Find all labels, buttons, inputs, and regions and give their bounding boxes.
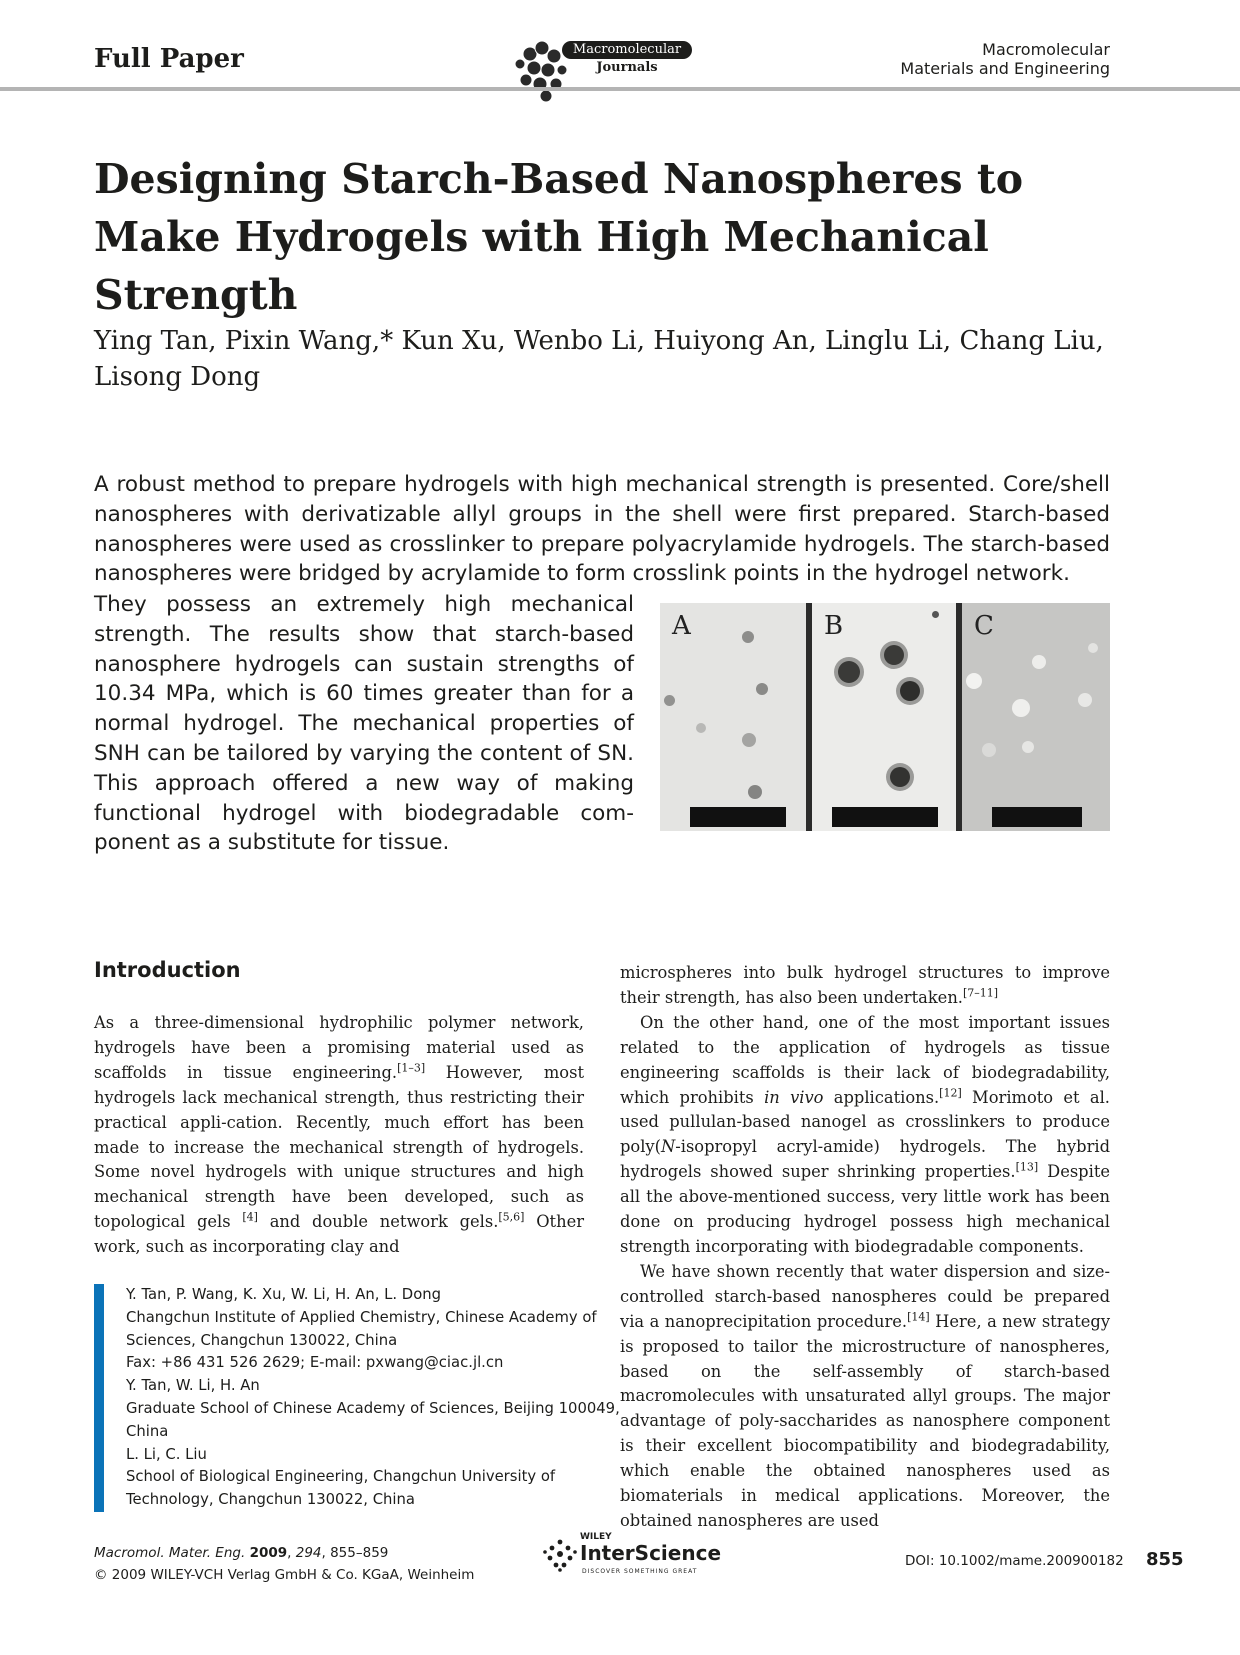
citation-ref[interactable]: [5,6] bbox=[498, 1210, 525, 1224]
affiliation-line: Graduate School of Chinese Academy of Sciences, Beijing 100049, bbox=[126, 1399, 620, 1417]
citation-line: Macromol. Mater. Eng. 2009, 294, 855–859 bbox=[94, 1545, 389, 1561]
citation-pages: , 855–859 bbox=[321, 1545, 389, 1561]
nanosphere bbox=[966, 673, 982, 689]
nanosphere bbox=[1022, 741, 1034, 753]
intro-paragraph bbox=[620, 961, 1110, 1011]
section-heading-introduction: Introduction bbox=[94, 958, 241, 982]
nanosphere bbox=[696, 723, 706, 733]
nanosphere bbox=[884, 645, 904, 665]
affiliation-line: L. Li, C. Liu bbox=[126, 1445, 207, 1463]
text-run: However, most hydrogels lack mechanical strength, thus restricting their practical appli-cation. Recently, much effort has been made to increase the mechanical strength of hydrogels. Some novel hydrogels with unique structures and high mechanical strength have been developed, such as topological gels bbox=[94, 1062, 584, 1232]
italic-term: N bbox=[660, 1137, 676, 1157]
nanosphere bbox=[1078, 693, 1092, 707]
text-run: We have shown recently that water dispersion and size-controlled starch-based nanospheres could be prepared via a nanoprecipitation procedure. bbox=[620, 1261, 1110, 1331]
intro-paragraph bbox=[620, 1260, 1110, 1534]
text-run: Despite all the above-mentioned success, very little work has been done on producing hydrogel possess high mechanical strength incorporating with biodegradable components. bbox=[620, 1162, 1110, 1256]
affiliation-line: Technology, Changchun 130022, China bbox=[126, 1491, 415, 1509]
journal-name-line2: Materials and Engineering bbox=[900, 59, 1110, 78]
citation-ref[interactable]: [14] bbox=[907, 1310, 930, 1324]
intro-paragraph bbox=[620, 1011, 1110, 1260]
nanosphere bbox=[1012, 699, 1030, 717]
footer-citation bbox=[94, 1542, 474, 1586]
intro-column-right bbox=[620, 961, 1110, 1534]
abstract-intro: A robust method to prepare hydrogels with high mechanical strength is presented. Core/shell nanospheres with derivatizable allyl groups in the shell were first prepared. Starch-based nanospheres were used as crosslinker to prepare polyacrylamide hydrogels. The starch-based nanospheres were bridged by acrylamide to form crosslink points in the hydrogel network. bbox=[94, 472, 1110, 587]
journal-name-line1: Macromolecular bbox=[982, 40, 1110, 59]
publisher-tagline: DISCOVER SOMETHING GREAT bbox=[582, 1568, 698, 1575]
nanosphere bbox=[1032, 655, 1046, 669]
citation-ref[interactable]: [12] bbox=[939, 1086, 962, 1100]
citation-volume: 294 bbox=[295, 1545, 322, 1561]
citation-year: 2009 bbox=[249, 1545, 288, 1561]
nanosphere bbox=[890, 767, 910, 787]
publisher-logo bbox=[540, 1528, 730, 1584]
citation-ref[interactable]: [13] bbox=[1015, 1160, 1039, 1174]
affiliation-line: School of Biological Engineering, Changchun University of bbox=[126, 1468, 556, 1486]
nanosphere bbox=[664, 695, 675, 706]
scale-bar bbox=[992, 807, 1082, 827]
nanosphere bbox=[932, 611, 939, 618]
globe-icon bbox=[540, 1534, 580, 1574]
nanosphere bbox=[748, 785, 762, 799]
panel-label-b: B bbox=[824, 611, 844, 641]
author-list: Ying Tan, Pixin Wang,* Kun Xu, Wenbo Li, Huiyong An, Linglu Li, Chang Liu, Lisong Dong bbox=[94, 326, 1104, 392]
citation-ref[interactable]: [7–11] bbox=[962, 986, 999, 1000]
text-run: Here, a new strategy is proposed to tailor the microstructure of nanospheres, based on the self-assembly of starch-based macromolecules with unsaturated allyl groups. The major advantage of poly-saccharides as nanosphere component is their excellent biocompatibility and biodegradability, which enable the obtained nanospheres used as biomaterials in medical applications. Moreover, the obtained nanospheres are used bbox=[620, 1311, 1111, 1530]
abstract-continued: They possess an extremely high mechanical strength. The results show that starch-based nanosphere hydrogels can sustain strengths of 10.34 MPa, which is 60 times greater than for a normal hydrogel. The mechanical properties of SNH can be tailored by varying the content of SN. This approach offered a new way of making functional hydrogel with biodegradable com-ponent as a substitute for tissue. bbox=[94, 592, 634, 856]
figure-panel-a bbox=[660, 603, 806, 831]
affiliations-box bbox=[94, 1284, 626, 1512]
affiliation-line: Changchun Institute of Applied Chemistry, Chinese Academy of bbox=[126, 1308, 597, 1326]
toc-figure bbox=[660, 603, 1110, 831]
page-number: 855 bbox=[1146, 1549, 1184, 1570]
text-run: microspheres into bulk hydrogel structures to improve their strength, has also been undertaken. bbox=[620, 963, 1110, 1007]
nanosphere bbox=[982, 743, 996, 757]
contact-line[interactable]: Fax: +86 431 526 2629; E-mail: pxwang@ciac.jl.cn bbox=[126, 1354, 504, 1372]
copyright-line: © 2009 WILEY-VCH Verlag GmbH & Co. KGaA, Weinheim bbox=[94, 1567, 475, 1583]
nanosphere bbox=[742, 631, 754, 643]
citation-ref[interactable]: [4] bbox=[242, 1210, 258, 1224]
scale-bar bbox=[690, 807, 786, 827]
text-run: Morimoto et al. used pullulan-based nanogel as crosslinkers to produce poly( bbox=[620, 1087, 1110, 1157]
journal-name bbox=[900, 40, 1110, 78]
publisher-name: InterScience bbox=[580, 1541, 722, 1565]
nanosphere bbox=[900, 681, 920, 701]
nanosphere bbox=[756, 683, 768, 695]
scale-bar bbox=[832, 807, 938, 827]
affiliation-line: Sciences, Changchun 130022, China bbox=[126, 1331, 398, 1349]
nanosphere bbox=[838, 661, 860, 683]
affiliation-line: China bbox=[126, 1422, 169, 1440]
panel-label-a: A bbox=[672, 611, 691, 641]
nanosphere bbox=[742, 733, 756, 747]
logo-subtitle: Journals bbox=[596, 60, 658, 75]
journal-logo bbox=[512, 34, 694, 106]
doi[interactable]: DOI: 10.1002/mame.200900182 bbox=[905, 1553, 1124, 1569]
italic-term: in vivo bbox=[764, 1087, 824, 1107]
figure-panel-c bbox=[962, 603, 1110, 831]
text-run: Other work, such as incorporating clay and bbox=[94, 1212, 584, 1257]
citation-ref[interactable]: [1–3] bbox=[397, 1061, 426, 1075]
text-run: -isopropyl acryl-amide) hydrogels. The hybrid hydrogels showed super shrinking properties. bbox=[620, 1137, 1110, 1182]
nanosphere bbox=[1088, 643, 1098, 653]
section-label: Full Paper bbox=[94, 44, 244, 74]
figure-panel-b bbox=[812, 603, 956, 831]
text-run: As a three-dimensional hydrophilic polymer network, hydrogels have been a promising material used as scaffolds in tissue engineering. bbox=[94, 1013, 584, 1082]
panel-label-c: C bbox=[974, 611, 994, 641]
intro-column-left bbox=[94, 1011, 584, 1260]
text-run: applications. bbox=[823, 1087, 940, 1107]
text-run: On the other hand, one of the most important issues related to the application of hydrogels as tissue engineering scaffolds is their lack of biodegradability, which prohibits bbox=[620, 1012, 1110, 1107]
publisher-top: WILEY bbox=[580, 1532, 612, 1542]
affiliation-line: Y. Tan, P. Wang, K. Xu, W. Li, H. An, L. Dong bbox=[126, 1286, 442, 1303]
intro-paragraph bbox=[94, 1011, 584, 1260]
citation-journal: Macromol. Mater. Eng. bbox=[94, 1545, 246, 1561]
header-rule bbox=[0, 87, 1240, 91]
article-title: Designing Starch-Based Nanospheres to Make Hydrogels with High Mechanical Strength bbox=[94, 155, 1024, 319]
affiliation-line: Y. Tan, W. Li, H. An bbox=[126, 1377, 260, 1395]
text-run: and double network gels. bbox=[257, 1212, 499, 1232]
logo-title: Macromolecular bbox=[562, 41, 692, 59]
